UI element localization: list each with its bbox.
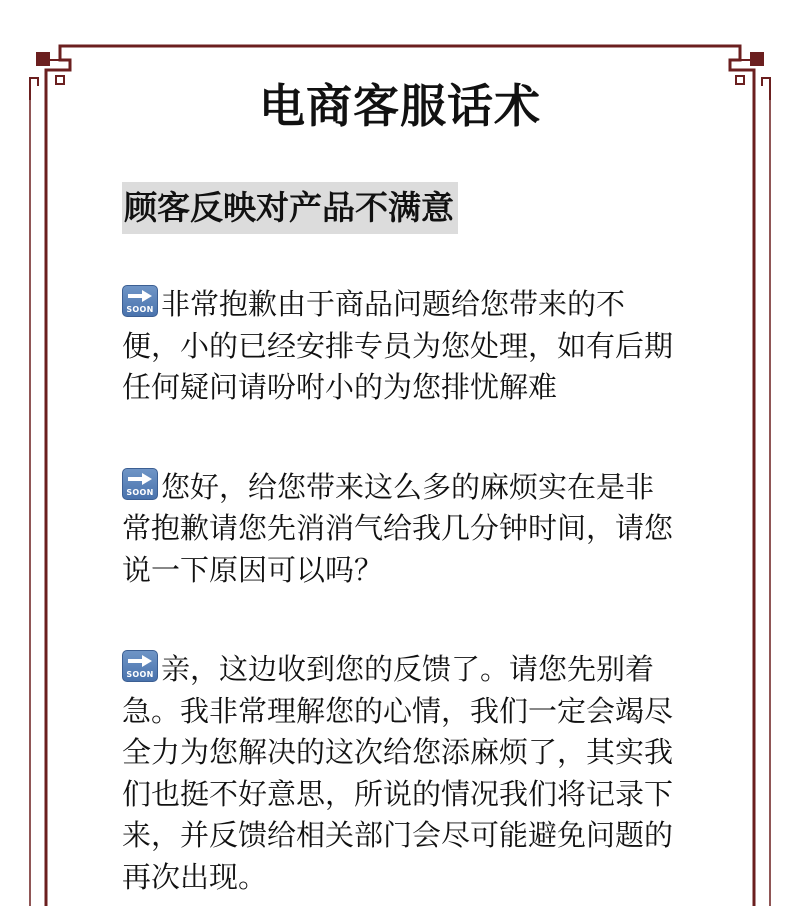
script-content bbox=[122, 284, 682, 906]
paragraph-text: 非常抱歉由于商品问题给您带来的不便，小的已经安排专员为您处理，如有后期任何疑问请吩咐小的为您排忧解难 bbox=[122, 287, 674, 404]
soon-arrow-icon: SOON bbox=[122, 468, 158, 500]
soon-arrow-icon: SOON bbox=[122, 650, 158, 682]
soon-arrow-icon: SOON bbox=[122, 285, 158, 317]
script-paragraph bbox=[122, 284, 682, 409]
paragraph-text: 您好，给您带来这么多的麻烦实在是非常抱歉请您先消消气给我几分钟时间，请您说一下原因可以吗？ bbox=[122, 469, 674, 587]
script-paragraph bbox=[122, 467, 682, 592]
script-paragraph bbox=[122, 649, 682, 898]
page-title: 电商客服话术 bbox=[259, 79, 541, 133]
paragraph-text: 亲，这边收到您的反馈了。请您先别着急。我非常理解您的心情，我们一定会竭尽全力为您解决的这次给您添麻烦了，其实我们也挺不好意思，所说的情况我们将记录下来，并反馈给相关部门会尽可能避免问题的再次出现。 bbox=[122, 652, 674, 894]
section-heading: 顾客反映对产品不满意 bbox=[122, 182, 458, 234]
